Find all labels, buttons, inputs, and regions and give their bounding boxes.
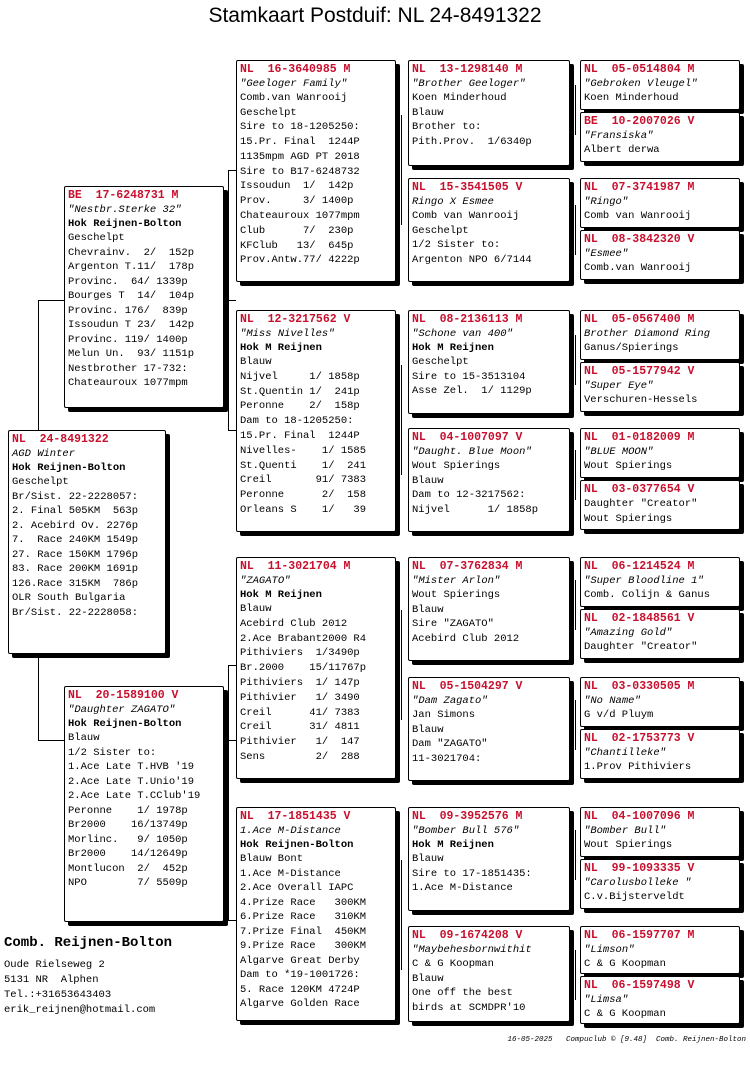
info-line: 15.Pr. Final 1244P [240, 136, 360, 149]
info-line: Melun Un. 93/ 1151p [68, 348, 195, 360]
info-line: 126.Race 315KM 786p [12, 577, 139, 590]
pigeon-name: "Brother Geeloger" [412, 78, 526, 90]
breeder-address: Oude Rielseweg 2 [4, 959, 105, 971]
info-line: Pithivier 1/ 147 [240, 736, 360, 749]
ring-number: BE 17-6248731 M [68, 189, 179, 202]
info-line: Nivelles- 1/ 1585 [240, 444, 367, 457]
owner: Wout Spierings [584, 839, 673, 851]
pigeon-name: "Limson" [584, 944, 635, 956]
connector-line [228, 920, 236, 921]
info-line: Geschelpt [412, 356, 469, 368]
connector-line [38, 300, 66, 301]
info-line: Pith.Prov. 1/6340p [412, 135, 532, 148]
pigeon-name: "Chantilleke" [584, 747, 666, 759]
ring-number: NL 17-1851435 V [240, 810, 351, 823]
pigeon-card-g4-2 [580, 112, 740, 162]
ring-number: NL 01-0182009 M [584, 431, 695, 444]
pigeon-card-g3-4 [408, 428, 570, 532]
connector-line [228, 740, 236, 741]
info-line: Peronne 1/ 1978p [68, 804, 188, 817]
info-line: Creil 31/ 4811 [240, 721, 360, 734]
info-line: Sire to 17-1851435: [412, 867, 532, 880]
pigeon-card-g4-1 [580, 60, 740, 110]
info-line: Sire to B17-6248732 [240, 165, 360, 178]
info-line: 4.Prize Race 300KM [240, 896, 367, 909]
breeder-city: 5131 NR Alphen [4, 974, 99, 986]
info-line: 2. Acebird Ov. 2276p [12, 519, 139, 532]
owner: Comb.van Wanrooij [584, 262, 692, 274]
ring-number: NL 09-3952576 M [412, 810, 523, 823]
owner: Hok M Reijnen [240, 589, 322, 601]
info-line: Montlucon 2/ 452p [68, 862, 188, 875]
info-line: Provinc. 176/ 839p [68, 304, 188, 317]
info-line: Br2000 16/13749p [68, 819, 188, 831]
pigeon-card-g4-4 [580, 230, 740, 280]
pigeon-card-g3-1 [408, 60, 570, 166]
info-line: Peronne 2/ 158p [240, 400, 360, 413]
pigeon-name: AGD Winter [12, 448, 76, 460]
info-line: Chateauroux 1077mpm [68, 377, 188, 389]
pigeon-card-g3-5 [408, 557, 570, 661]
info-line: Br.2000 15/11767p [240, 662, 367, 675]
info-line: Issoudun T 23/ 142p [68, 319, 195, 331]
connector-line [575, 830, 576, 880]
pigeon-card-gs2 [236, 557, 396, 779]
info-line: Creil 91/ 7383 [240, 474, 367, 487]
connector-line [228, 430, 236, 431]
owner: Hok M Reijnen [412, 342, 494, 354]
info-line: Provinc. 64/ 1339p [68, 275, 188, 288]
ring-number: NL 12-3217562 V [240, 313, 351, 326]
info-line: Geschelpt [12, 476, 69, 488]
ring-number: NL 08-3842320 V [584, 233, 695, 246]
info-line: Club 7/ 230p [240, 224, 354, 237]
info-line: Nijvel 1/ 1858p [240, 370, 360, 383]
pigeon-name: Brother Diamond Ring [584, 328, 711, 340]
info-line: Geschelpt [412, 224, 469, 237]
info-line: Argenton T.11/ 178p [68, 261, 195, 273]
ring-number: NL 04-1007097 V [412, 431, 523, 444]
info-line: 83. Race 200KM 1691p [12, 563, 139, 575]
pigeon-name: "Daught. Blue Moon" [412, 446, 532, 458]
ring-number: NL 20-1589100 V [68, 689, 179, 702]
owner: Koen Minderhoud [584, 92, 679, 104]
pigeon-name: "Dam Zagato" [412, 695, 488, 707]
connector-line [401, 860, 402, 970]
connector-line [401, 610, 402, 720]
info-line: Blauw [412, 603, 444, 616]
info-line: Blauw [412, 106, 444, 119]
pigeon-name: "Geeloger Family" [240, 78, 348, 90]
connector-line [575, 335, 576, 385]
info-line: Creil 41/ 7383 [240, 706, 360, 719]
connector-line [228, 170, 236, 171]
owner: Comb.van Wanrooij [240, 92, 348, 104]
info-line: birds at SCMDPR'10 [412, 1001, 526, 1014]
info-line: Dam to *19-1001726: [240, 969, 360, 981]
owner: C & G Koopman [584, 958, 666, 970]
info-line: Nijvel 1/ 1858p [412, 503, 539, 516]
pigeon-card-g4-11 [580, 677, 740, 727]
info-line: Br/Sist. 22-2228057: [12, 490, 139, 503]
info-line: 1.Ace Late T.HVB '19 [68, 761, 195, 773]
pigeon-name: "Bomber Bull" [584, 825, 666, 837]
pigeon-card-g4-13 [580, 807, 740, 857]
owner: Comb van Wanrooij [584, 210, 692, 222]
owner: Hok M Reijnen [240, 342, 322, 354]
owner: Hok Reijnen-Bolton [12, 462, 126, 474]
pigeon-card-g3-3 [408, 310, 570, 414]
info-line: Bourges T 14/ 104p [68, 290, 195, 302]
info-line: Asse Zel. 1/ 1129p [412, 385, 532, 397]
info-line: 1/2 Sister to: [68, 746, 157, 759]
info-line: Blauw [240, 356, 272, 368]
ring-number: NL 05-0567400 M [584, 313, 695, 326]
ring-number: NL 05-1577942 V [584, 365, 695, 378]
connector-line [575, 85, 576, 135]
connector-line [401, 365, 402, 475]
owner: Wout Spierings [584, 460, 673, 472]
info-line: 2.Ace Late T.Unio'19 [68, 775, 195, 788]
owner: C & G Koopman [584, 1008, 666, 1020]
print-stamp: 16-05-2025 Compuclub © [9.48] Comb. Reijnen-Bolton [507, 1036, 746, 1044]
ring-number: NL 07-3741987 M [584, 181, 695, 194]
connector-line [228, 665, 236, 666]
pigeon-card-g4-14 [580, 859, 740, 909]
info-line: 1/2 Sister to: [412, 239, 501, 251]
pigeon-name: "Daughter ZAGATO" [68, 704, 176, 716]
pigeon-name: "BLUE MOON" [584, 446, 654, 458]
owner: Daughter "Creator" [584, 641, 698, 653]
pigeon-card-g4-5 [580, 310, 740, 360]
owner: G v/d Pluym [584, 709, 654, 721]
pigeon-card-g4-3 [580, 178, 740, 228]
info-line: Dam to 18-1205250: [240, 415, 354, 428]
info-line: Blauw [412, 723, 444, 736]
pigeon-card-main [8, 430, 166, 654]
info-line: 11-3021704: [412, 752, 482, 765]
info-line: 2. Final 505KM 563p [12, 505, 139, 517]
pigeon-card-g4-8 [580, 480, 740, 530]
info-line: Prov. 3/ 1400p [240, 195, 354, 208]
ring-number: NL 06-1597707 M [584, 929, 695, 942]
ring-number: NL 07-3762834 M [412, 560, 523, 573]
info-line: Argenton NPO 6/7144 [412, 253, 532, 266]
pigeon-card-gs1 [236, 60, 396, 282]
info-line: 5. Race 120KM 4724P [240, 983, 360, 996]
info-line: 2.Ace Late T.CClub'19 [68, 790, 201, 802]
info-line: 1.Ace M-Distance [240, 867, 341, 880]
info-line: Geschelpt [68, 232, 125, 244]
connector-line [38, 300, 39, 430]
connector-line [575, 580, 576, 630]
info-line: Algarve Golden Race [240, 998, 360, 1010]
ring-number: NL 08-2136113 M [412, 313, 523, 326]
pigeon-name: "ZAGATO" [240, 575, 291, 587]
connector-line [575, 700, 576, 750]
pigeon-card-g4-6 [580, 362, 740, 412]
owner: Hok M Reijnen [412, 839, 494, 851]
info-line: Sire to 18-1205250: [240, 121, 360, 134]
owner: Comb. Colijn & Ganus [584, 589, 711, 601]
owner: Hok Reijnen-Bolton [240, 839, 354, 851]
pigeon-name: 1.Ace M-Distance [240, 825, 341, 837]
info-line: Issoudun 1/ 142p [240, 180, 354, 193]
ring-number: NL 24-8491322 [12, 433, 109, 446]
pigeon-card-g3-7 [408, 807, 570, 911]
pigeon-name: "Bomber Bull 576" [412, 825, 520, 837]
info-line: Pithiviers 1/ 147p [240, 676, 360, 689]
pigeon-card-g3-2 [408, 178, 570, 282]
info-line: OLR South Bulgaria [12, 592, 126, 604]
info-line: 9.Prize Race 300KM [240, 940, 367, 952]
ring-number: NL 16-3640985 M [240, 63, 351, 76]
pigeon-card-dam [64, 686, 224, 922]
pigeon-name: Ringo X Esmee [412, 196, 494, 208]
pigeon-card-g4-16 [580, 976, 740, 1024]
info-line: Br2000 14/12649p [68, 848, 188, 860]
info-line: Blauw [412, 474, 444, 487]
pigeon-card-g4-9 [580, 557, 740, 607]
pigeon-card-g4-15 [580, 926, 740, 974]
info-line: 7. Race 240KM 1549p [12, 534, 139, 546]
connector-line [228, 665, 229, 920]
pigeon-name: "Miss Nivelles" [240, 328, 335, 340]
pigeon-name: "Ringo" [584, 196, 629, 208]
pigeon-card-g4-10 [580, 609, 740, 659]
info-line: Brother to: [412, 121, 482, 133]
info-line: Sire to 15-3513104 [412, 370, 526, 383]
info-line: Blauw [412, 853, 444, 865]
info-line: Sire "ZAGATO" [412, 618, 494, 630]
connector-line [38, 740, 66, 741]
info-line: Blauw [68, 732, 100, 744]
ring-number: NL 13-1298140 M [412, 63, 523, 76]
breeder-phone: Tel.:+31653643403 [4, 989, 112, 1001]
owner: Albert derwa [584, 144, 660, 156]
connector-line [575, 205, 576, 255]
pigeon-name: "Esmee" [584, 248, 629, 260]
pigeon-name: "Mister Arlon" [412, 575, 501, 587]
ring-number: NL 99-1093335 V [584, 862, 695, 875]
info-line: Chevrainv. 2/ 152p [68, 246, 195, 259]
info-line: 1.Ace M-Distance [412, 882, 513, 894]
info-line: 27. Race 150KM 1796p [12, 548, 139, 561]
ring-number: NL 06-1214524 M [584, 560, 695, 573]
info-line: One off the best [412, 987, 513, 999]
pigeon-name: "Super Bloodline 1" [584, 575, 704, 587]
connector-line [575, 950, 576, 1000]
info-line: Nestbrother 17-732: [68, 362, 188, 375]
breeder-name: Comb. Reijnen-Bolton [4, 935, 173, 951]
pigeon-name: "No Name" [584, 695, 641, 707]
info-line: Sens 2/ 288 [240, 750, 360, 763]
connector-line [228, 300, 236, 301]
pigeon-name: "Fransiska" [584, 130, 654, 142]
owner: Ganus/Spierings [584, 342, 679, 354]
info-line: KFClub 13/ 645p [240, 239, 354, 252]
info-line: Pithivier 1/ 3490 [240, 691, 360, 704]
owner: Hok Reijnen-Bolton [68, 218, 182, 230]
connector-line [38, 655, 39, 740]
owner: C & G Koopman [412, 958, 494, 970]
info-line: Dam to 12-3217562: [412, 489, 526, 501]
connector-line [401, 115, 402, 225]
info-line: 15.Pr. Final 1244P [240, 429, 360, 442]
owner: Comb van Wanrooij [412, 210, 520, 222]
owner: C.v.Bijsterveldt [584, 891, 685, 903]
ring-number: NL 11-3021704 M [240, 560, 351, 573]
owner: Jan Simons [412, 709, 476, 721]
info-line: 7.Prize Final 450KM [240, 925, 367, 938]
info-line: Pithiviers 1/3490p [240, 647, 360, 660]
owner: 1.Prov Pithiviers [584, 761, 692, 773]
info-line: Acebird Club 2012 [240, 617, 348, 630]
info-line: Algarve Great Derby [240, 954, 360, 967]
info-line: Prov.Antw.77/ 4222p [240, 254, 360, 267]
pigeon-name: "Carolusbolleke " [584, 877, 692, 889]
pigeon-card-g4-12 [580, 729, 740, 779]
ring-number: NL 06-1597498 V [584, 979, 695, 992]
page-title: Stamkaart Postduif: NL 24-8491322 [208, 4, 542, 27]
info-line: Geschelpt [240, 106, 297, 119]
ring-number: BE 10-2007026 V [584, 115, 695, 128]
info-line: 2.Ace Overall IAPC [240, 882, 354, 894]
info-line: NPO 7/ 5509p [68, 877, 188, 889]
pigeon-name: Daughter "Creator" [584, 498, 698, 510]
info-line: Blauw [412, 972, 444, 985]
pigeon-name: "Limsa" [584, 994, 629, 1006]
info-line: Dam "ZAGATO" [412, 738, 488, 750]
info-line: Br/Sist. 22-2228058: [12, 606, 139, 619]
connector-line [575, 450, 576, 500]
ring-number: NL 05-0514804 M [584, 63, 695, 76]
info-line: Acebird Club 2012 [412, 632, 520, 645]
info-line: Peronne 2/ 158 [240, 489, 367, 502]
info-line: Chateauroux 1077mpm [240, 210, 360, 223]
owner: Hok Reijnen-Bolton [68, 718, 182, 730]
pigeon-card-g3-8 [408, 926, 570, 1022]
owner: Verschuren-Hessels [584, 394, 698, 406]
ring-number: NL 03-0377654 V [584, 483, 695, 496]
pigeon-card-gd2 [236, 807, 396, 1021]
owner: Koen Minderhoud [412, 92, 507, 104]
pigeon-name: "Gebroken Vleugel" [584, 78, 698, 90]
pigeon-card-g3-6 [408, 677, 570, 781]
pigeon-name: "Super Eye" [584, 380, 654, 392]
owner: Wout Spierings [584, 512, 673, 525]
info-line: 6.Prize Race 310KM [240, 911, 367, 923]
info-line: Provinc. 119/ 1400p [68, 333, 188, 346]
pigeon-card-sire [64, 186, 224, 408]
pigeon-name: "Maybehesbornwithit [412, 944, 532, 956]
pigeon-name: "Amazing Gold" [584, 627, 673, 639]
info-line: St.Quentin 1/ 241p [240, 385, 360, 398]
pigeon-card-gd1 [236, 310, 396, 532]
breeder-email: erik_reijnen@hotmail.com [4, 1004, 156, 1016]
pigeon-card-g4-7 [580, 428, 740, 478]
ring-number: NL 04-1007096 M [584, 810, 695, 823]
ring-number: NL 09-1674208 V [412, 929, 523, 942]
info-line: Orleans S 1/ 39 [240, 503, 367, 516]
info-line: St.Quenti 1/ 241 [240, 459, 367, 472]
ring-number: NL 02-1753773 V [584, 732, 695, 745]
info-line: Blauw [240, 603, 272, 615]
ring-number: NL 03-0330505 M [584, 680, 695, 693]
info-line: 2.Ace Brabant2000 R4 [240, 632, 367, 645]
info-line: 1135mpm AGD PT 2018 [240, 150, 360, 163]
info-line: Morlinc. 9/ 1050p [68, 833, 188, 846]
owner: Wout Spierings [412, 460, 501, 472]
pigeon-name: "Schone van 400" [412, 328, 513, 340]
ring-number: NL 02-1848561 V [584, 612, 695, 625]
owner: Wout Spierings [412, 589, 501, 601]
pigeon-name: "Nestbr.Sterke 32" [68, 204, 182, 216]
ring-number: NL 15-3541505 V [412, 181, 523, 194]
ring-number: NL 05-1504297 V [412, 680, 523, 693]
info-line: Blauw Bont [240, 853, 304, 865]
